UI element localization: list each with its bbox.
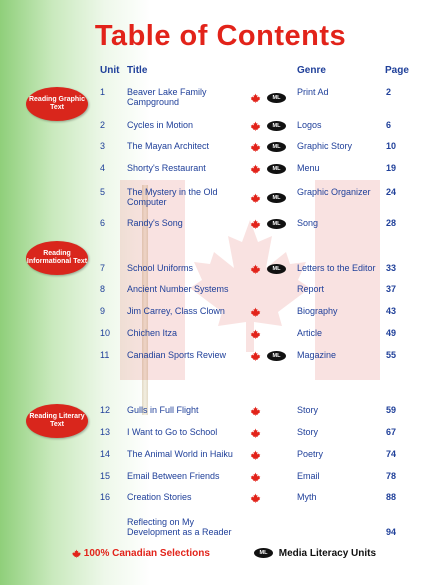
maple-leaf-icon: [250, 93, 261, 103]
row-page: 10: [386, 141, 397, 151]
row-title: Chichen Itza: [127, 328, 178, 338]
header-unit: Unit: [100, 65, 120, 76]
ml-icon: ML: [267, 121, 286, 131]
unit-number: 13: [100, 427, 111, 437]
row-page: 94: [386, 527, 397, 537]
row-page: 6: [386, 120, 392, 130]
row-page: 49: [386, 328, 397, 338]
maple-leaf-icon: [250, 219, 261, 229]
unit-number: 16: [100, 492, 111, 502]
ml-icon: ML: [267, 219, 286, 229]
ml-icon: ML: [267, 164, 286, 174]
row-title: Ancient Number Systems: [127, 284, 229, 294]
section-badge-graphic: Reading Graphic Text: [26, 87, 88, 121]
maple-leaf-icon: [250, 472, 261, 482]
row-genre: Biography: [297, 306, 338, 316]
header-page: Page: [385, 65, 409, 76]
row-genre: Email: [297, 471, 320, 481]
row-genre: Song: [297, 218, 319, 228]
ml-icon: ML: [267, 93, 286, 103]
row-genre: Myth: [297, 492, 317, 502]
maple-leaf-icon: [72, 549, 81, 558]
row-genre: Poetry: [297, 449, 324, 459]
row-title: Creation Stories: [127, 492, 192, 502]
maple-leaf-icon: [250, 428, 261, 438]
unit-number: 10: [100, 328, 111, 338]
header-genre: Genre: [297, 65, 326, 76]
row-page: 88: [386, 492, 397, 502]
maple-leaf-icon: [250, 406, 261, 416]
row-title: The Mystery in the Old Computer: [127, 187, 218, 207]
row-title: The Mayan Architect: [127, 141, 210, 151]
row-genre: Graphic Organizer: [297, 187, 371, 197]
unit-number: 15: [100, 471, 111, 481]
unit-number: 9: [100, 306, 106, 316]
row-genre: Story: [297, 427, 319, 437]
row-title: Reflecting on My Development as a Reader: [127, 517, 232, 537]
row-title: I Want to Go to School: [127, 427, 218, 437]
unit-number: 8: [100, 284, 106, 294]
unit-number: 3: [100, 141, 106, 151]
row-genre: Logos: [297, 120, 322, 130]
maple-leaf-icon: [250, 193, 261, 203]
page-title: Table of Contents: [94, 20, 347, 52]
unit-number: 11: [100, 350, 110, 360]
row-title: Randy's Song: [127, 218, 183, 228]
row-title: Email Between Friends: [127, 471, 220, 481]
unit-number: 1: [100, 87, 106, 97]
row-genre: Magazine: [297, 350, 337, 360]
row-genre: Report: [297, 284, 325, 294]
row-genre: Article: [297, 328, 323, 338]
ml-icon: ML: [254, 548, 273, 558]
legend-canadian-label: 100% Canadian Selections: [83, 548, 210, 559]
row-page: 59: [386, 405, 397, 415]
row-genre: Story: [297, 405, 319, 415]
maple-leaf-icon: [250, 307, 261, 317]
row-page: 78: [386, 471, 397, 481]
ml-icon: ML: [267, 193, 286, 203]
maple-leaf-icon: [250, 264, 261, 274]
legend-canadian: [72, 548, 210, 559]
ml-icon: ML: [267, 351, 286, 361]
row-genre: Letters to the Editor: [297, 263, 376, 273]
row-page: 24: [386, 187, 397, 197]
ml-icon: ML: [267, 264, 286, 274]
row-title: The Animal World in Haiku: [127, 449, 233, 459]
unit-number: 7: [100, 263, 106, 273]
section-badge-literary: Reading Literary Text: [26, 404, 88, 438]
row-page: 74: [386, 449, 397, 459]
row-title: Gulls in Full Flight: [127, 405, 199, 415]
unit-number: 2: [100, 120, 106, 130]
maple-leaf-icon: [250, 329, 261, 339]
unit-number: 6: [100, 218, 106, 228]
row-genre: Menu: [297, 163, 320, 173]
row-page: 55: [386, 350, 397, 360]
ml-icon: ML: [267, 142, 286, 152]
row-title: School Uniforms: [127, 263, 194, 273]
row-page: 67: [386, 427, 397, 437]
maple-leaf-icon: [250, 121, 261, 131]
header-title: Title: [127, 65, 148, 76]
row-genre: Graphic Story: [297, 141, 353, 151]
maple-leaf-icon: [250, 164, 261, 174]
row-page: 28: [386, 218, 397, 228]
row-title: Jim Carrey, Class Clown: [127, 306, 225, 316]
row-page: 19: [386, 163, 397, 173]
row-page: 33: [386, 263, 397, 273]
row-page: 43: [386, 306, 397, 316]
legend-ml-label: Media Literacy Units: [278, 548, 377, 559]
unit-number: 4: [100, 163, 106, 173]
maple-leaf-icon: [250, 450, 261, 460]
section-badge-informational: Reading Informational Text: [26, 241, 88, 275]
unit-number: 14: [100, 449, 111, 459]
maple-leaf-icon: [250, 142, 261, 152]
row-title: Shorty's Restaurant: [127, 163, 206, 173]
row-genre: Print Ad: [297, 87, 329, 97]
row-title: Cycles in Motion: [127, 120, 194, 130]
unit-number: 12: [100, 405, 111, 415]
unit-number: 5: [100, 187, 106, 197]
maple-leaf-icon: [250, 351, 261, 361]
maple-leaf-icon: [250, 493, 261, 503]
row-page: 37: [386, 284, 397, 294]
legend-media-literacy: [254, 548, 376, 559]
row-page: 2: [386, 87, 392, 97]
row-title: Beaver Lake Family Campground: [127, 87, 207, 107]
row-title: Canadian Sports Review: [127, 350, 227, 360]
